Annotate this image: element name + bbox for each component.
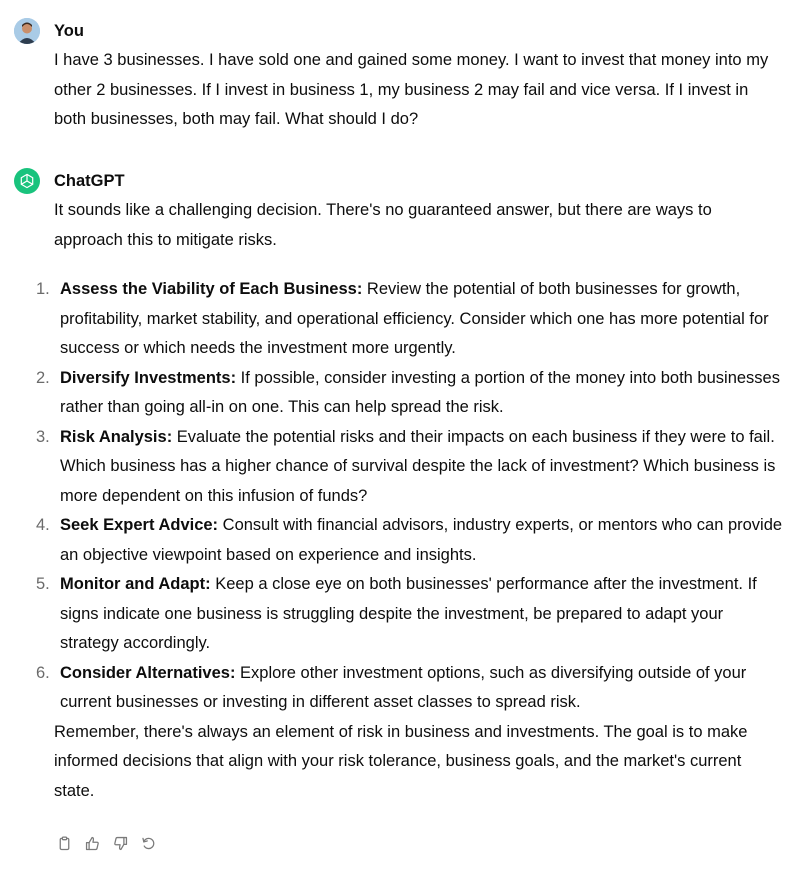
list-item: 4. Seek Expert Advice: Consult with financial advisors, industry experts, or mentors who can provide an objective viewpoint based on experience and insights. [36,516,783,564]
advice-list [36,275,784,718]
user-avatar [14,18,40,44]
assistant-author-name: ChatGPT [54,172,125,190]
thumbs-up-icon[interactable] [82,833,102,853]
list-item: 2. Diversify Investments: If possible, consider investing a portion of the money into both businesses rather than going all-in on one. This can help spread the risk. [36,368,780,416]
user-author-name: You [54,22,84,40]
list-item: 1. Assess the Viability of Each Business: Review the potential of both businesses for growth, profitability, market stability, and operational efficiency. Consider which one has more potential for success or which needs the investment more urgently. [36,280,769,357]
message-actions [54,833,158,853]
regenerate-icon[interactable] [138,833,158,853]
copy-icon[interactable] [54,833,74,853]
assistant-message-body [36,196,784,806]
list-item: 5. Monitor and Adapt: Keep a close eye on both businesses' performance after the investment. If signs indicate one business is struggling despite the investment, be prepared to adapt your strategy accordingly. [36,575,757,652]
thumbs-down-icon[interactable] [110,833,130,853]
user-message-text: I have 3 businesses. I have sold one and gained some money. I want to invest that money into my other 2 businesses. If I invest in business 1, my business 2 may fail and vice versa. If I invest in both businesses, both may fail. What should I do? [54,51,769,128]
assistant-intro: It sounds like a challenging decision. There's no guaranteed answer, but there are ways to approach this to mitigate risks. [54,201,712,249]
list-item: 3. Risk Analysis: Evaluate the potential risks and their impacts on each business if they were to fail. Which business has a higher chance of survival despite the lack of investment? Which business is more dependent on this infusion of funds? [36,427,776,505]
chatgpt-logo-icon [14,168,40,194]
list-item: 6. Consider Alternatives: Explore other investment options, such as diversifying outside of your current businesses or investing in different asset classes to spread risk. [36,663,747,711]
assistant-closing: Remember, there's always an element of risk in business and investments. The goal is to make informed decisions that align with your risk tolerance, business goals, and the market's current state. [54,722,748,800]
